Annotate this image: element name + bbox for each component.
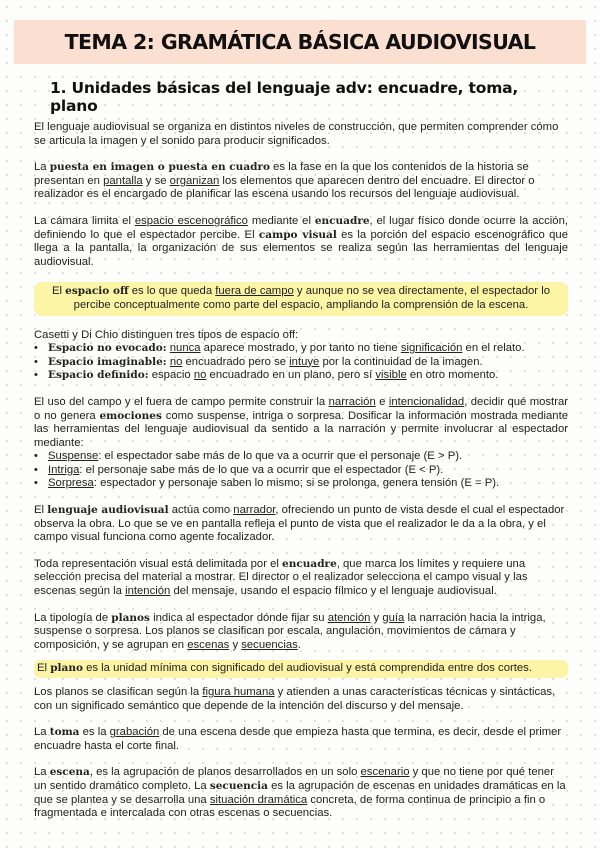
planos-paragraph: La tipología de planos indica al espectador dónde fijar su atención y guía la narración hacia la intriga, suspense o sorpresa. Los planos se clasifican por escala, angulación, movimientos de cámara y composición, y se agrupan en escenas y secuencias. <box>34 611 546 651</box>
page-title: TEMA 2: GRAMÁTICA BÁSICA AUDIOVISUAL <box>64 30 536 54</box>
list-item: • Espacio definido: espacio no encuadrado en un plano, pero sí visible en otro momento. <box>34 369 568 383</box>
plano-definition-highlight: El plano es la unidad mínima con significado del audiovisual y está comprendida entre dos cortes. <box>34 660 568 678</box>
escena-secuencia-paragraph: La escena, es la agrupación de planos desarrollados en un solo escenario y que no tiene por qué tener un sentido dramático completo. La secuencia es la agrupación de escenas en unidades dramáticas en la que se plantea y se desarrolla una situación dramática concreta, de forma continua de principio a fin o fragmentada e intercalada con otras escenas o secuencias. <box>34 766 566 820</box>
camara-paragraph: La cámara limita el espacio escenográfico mediante el encuadre, el lugar físico donde ocurre la acción, definiendo lo que el espectador percibe. El campo visual es la porción del espacio escenográfico que llega a la pantalla, la organización de sus elementos se realiza según las herramientas del lenguaje audiovisual. <box>34 214 568 268</box>
list-item: • Sorpresa: espectador y personaje saben lo mismo; si se prolonga, genera tensión (E = P). <box>34 477 568 491</box>
campo-paragraph: El uso del campo y el fuera de campo permite construir la narración e intencionalidad, decidir qué mostrar o no genera emociones como suspense, intriga o sorpresa. Dosificar la información mostrada mediante las herramientas del lenguaje audiovisual da sentido a la narración y permite involucrar al espectador mediante: <box>34 395 569 449</box>
encuadre-paragraph: Toda representación visual está delimitada por el encuadre, que marca los límites y requiere una selección precisa del material a mostrar. El director o el realizador selecciona el campo visual y las escenas según la intención del mensaje, usando el espacio fílmico y el lenguaje audiovisual. <box>34 557 528 598</box>
list-item: • Espacio no evocado: nunca aparece mostrado, y por tanto no tiene significación en el relato. <box>34 342 568 356</box>
espacio-off-highlight: El espacio off es lo que queda fuera de campo y aunque no se vea directamente, el espectador lo percibe conceptualmente como parte del espacio, ampliando la comprensión de la escena. <box>34 282 568 315</box>
offspace-list <box>34 342 568 383</box>
title-banner <box>14 20 586 64</box>
narrador-paragraph: El lenguaje audiovisual actúa como narrador, ofreciendo un punto de vista desde el cual el espectador observa la obra. Lo que se ve en pantalla refleja el punto de vista que el realizador le da a la obra, y el campo visual funciona como agente focalizador. <box>34 504 565 544</box>
offspace-intro: Casetti y Di Chio distinguen tres tipos de espacio off: <box>34 328 299 341</box>
clasificacion-paragraph: Los planos se clasifican según la figura humana y atienden a unas características técnicas y sintácticas, con un significado semántico que depende de la intención del discurso y del mensaje. <box>34 686 556 712</box>
puesta-en-imagen-paragraph: La puesta en imagen o puesta en cuadro es la fase en la que los contenidos de la historia se presentan en pantalla y se organizan los elementos que aparecen dentro del encuadre. El director o realizador es el encargado de planificar las escena usando los recursos del lenguaje audiovisual. <box>34 161 535 201</box>
document-body <box>34 79 568 821</box>
list-item: • Intriga: el personaje sabe más de lo que va a ocurrir que el espectador (E < P). <box>34 464 568 478</box>
section-title: 1. Unidades básicas del lenguaje adv: encuadre, toma, plano <box>50 79 519 115</box>
intro-paragraph: El lenguaje audiovisual se organiza en distintos niveles de construcción, que permiten comprender cómo se articula la imagen y el sonido para producir significados. <box>34 121 559 147</box>
toma-paragraph: La toma es la grabación de una escena desde que empieza hasta que termina, es decir, desde el primer encuadre hasta el corte final. <box>34 726 562 752</box>
narrative-devices-list <box>34 450 568 491</box>
list-item: • Espacio imaginable: no encuadrado pero se intuye por la continuidad de la imagen. <box>34 356 568 370</box>
list-item: • Suspense: el espectador sabe más de lo que va a ocurrir que el personaje (E > P). <box>34 450 568 464</box>
